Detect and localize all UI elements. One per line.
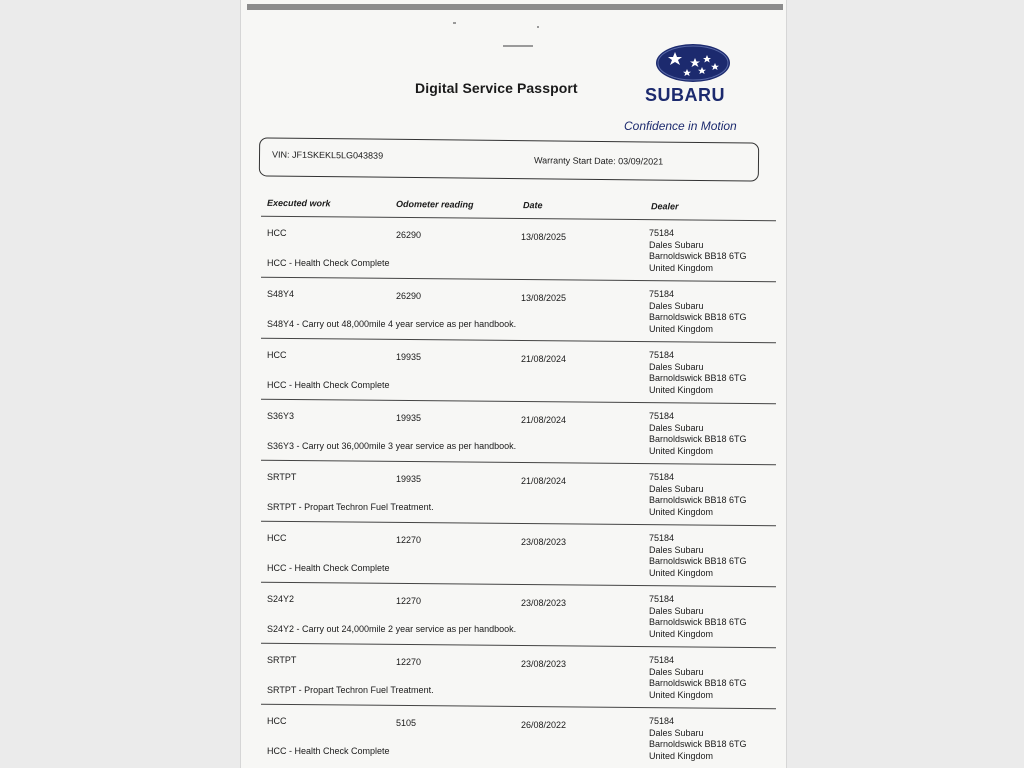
dealer-country: United Kingdom xyxy=(649,323,714,334)
service-date: 26/08/2022 xyxy=(521,720,567,730)
subaru-wordmark: SUBARU xyxy=(645,85,726,105)
dealer-info xyxy=(649,533,747,579)
work-code: SRTPT xyxy=(267,472,297,482)
dealer-id: 75184 xyxy=(649,350,675,360)
service-record-row xyxy=(241,218,786,279)
dealer-info xyxy=(649,289,747,335)
dealer-country: United Kingdom xyxy=(649,628,714,639)
work-code: S36Y3 xyxy=(267,411,295,421)
dealer-name: Dales Subaru xyxy=(649,605,704,616)
scan-speck xyxy=(453,22,456,24)
service-record-row xyxy=(241,401,786,462)
service-record-row xyxy=(241,523,786,584)
service-date: 13/08/2025 xyxy=(521,232,567,242)
dealer-id: 75184 xyxy=(649,716,675,726)
dealer-name: Dales Subaru xyxy=(649,239,704,250)
dealer-info xyxy=(649,350,747,396)
service-date: 23/08/2023 xyxy=(521,659,567,669)
dealer-name: Dales Subaru xyxy=(649,544,704,555)
dealer-info xyxy=(649,472,747,518)
service-record-row xyxy=(241,279,786,340)
work-description: S24Y2 - Carry out 24,000mile 2 year service as per handbook. xyxy=(267,624,517,634)
odometer-reading: 5105 xyxy=(396,718,417,728)
vin-text: VIN: JF1SKEKL5LG043839 xyxy=(271,149,384,161)
dealer-id: 75184 xyxy=(649,655,675,665)
scan-speck xyxy=(537,26,539,28)
dealer-address: Barnoldswick BB18 6TG xyxy=(649,556,747,566)
odometer-reading: 19935 xyxy=(396,413,422,423)
subaru-emblem-icon xyxy=(655,43,731,83)
column-header-date: Date xyxy=(522,200,543,211)
dealer-id: 75184 xyxy=(649,289,675,299)
work-description: HCC - Health Check Complete xyxy=(267,746,390,756)
brand-tagline: Confidence in Motion xyxy=(624,119,737,133)
dealer-country: United Kingdom xyxy=(649,689,714,700)
service-record-row xyxy=(241,645,786,706)
dealer-info xyxy=(649,411,747,457)
work-code: SRTPT xyxy=(267,655,297,665)
service-passport-page xyxy=(240,0,787,768)
scan-speck xyxy=(503,45,533,47)
dealer-id: 75184 xyxy=(649,411,675,421)
dealer-name: Dales Subaru xyxy=(649,727,704,738)
dealer-info xyxy=(649,716,747,762)
warranty-start-date: Warranty Start Date: 03/09/2021 xyxy=(533,155,664,167)
work-code: HCC xyxy=(267,350,287,360)
work-description: HCC - Health Check Complete xyxy=(267,258,390,268)
work-code: HCC xyxy=(267,533,287,543)
work-description: HCC - Health Check Complete xyxy=(267,380,390,390)
table-header xyxy=(241,194,786,219)
service-date: 23/08/2023 xyxy=(521,598,567,608)
dealer-address: Barnoldswick BB18 6TG xyxy=(649,312,747,322)
odometer-reading: 12270 xyxy=(396,535,422,545)
dealer-id: 75184 xyxy=(649,533,675,543)
dealer-info xyxy=(649,655,747,701)
work-description: HCC - Health Check Complete xyxy=(267,563,390,573)
work-code: HCC xyxy=(267,228,287,238)
work-description: S48Y4 - Carry out 48,000mile 4 year service as per handbook. xyxy=(267,319,517,329)
column-header-odometer: Odometer reading xyxy=(395,198,474,210)
dealer-id: 75184 xyxy=(649,472,675,482)
dealer-name: Dales Subaru xyxy=(649,300,704,311)
dealer-name: Dales Subaru xyxy=(649,361,704,372)
dealer-country: United Kingdom xyxy=(649,445,714,456)
dealer-address: Barnoldswick BB18 6TG xyxy=(649,495,747,505)
dealer-address: Barnoldswick BB18 6TG xyxy=(649,678,747,688)
odometer-reading: 26290 xyxy=(396,230,422,240)
dealer-id: 75184 xyxy=(649,228,675,238)
dealer-country: United Kingdom xyxy=(649,262,714,273)
page-title: Digital Service Passport xyxy=(415,80,578,96)
dealer-info xyxy=(649,594,747,640)
service-date: 21/08/2024 xyxy=(521,415,567,425)
column-header-dealer: Dealer xyxy=(650,201,679,212)
dealer-address: Barnoldswick BB18 6TG xyxy=(649,251,747,261)
dealer-name: Dales Subaru xyxy=(649,483,704,494)
service-record-row xyxy=(241,340,786,401)
dealer-name: Dales Subaru xyxy=(649,666,704,677)
dealer-country: United Kingdom xyxy=(649,567,714,578)
dealer-address: Barnoldswick BB18 6TG xyxy=(649,373,747,383)
service-record-row xyxy=(241,462,786,523)
odometer-reading: 19935 xyxy=(396,474,422,484)
service-date: 21/08/2024 xyxy=(521,476,567,486)
work-code: HCC xyxy=(267,716,287,726)
work-description: S36Y3 - Carry out 36,000mile 3 year service as per handbook. xyxy=(267,441,517,451)
dealer-info xyxy=(649,228,747,274)
service-date: 21/08/2024 xyxy=(521,354,567,364)
service-records xyxy=(241,218,786,767)
dealer-id: 75184 xyxy=(649,594,675,604)
service-record-row xyxy=(241,706,786,767)
odometer-reading: 19935 xyxy=(396,352,422,362)
dealer-country: United Kingdom xyxy=(649,384,714,395)
service-date: 13/08/2025 xyxy=(521,293,567,303)
work-description: SRTPT - Propart Techron Fuel Treatment. xyxy=(267,685,434,695)
work-code: S48Y4 xyxy=(267,289,295,299)
dealer-country: United Kingdom xyxy=(649,506,714,517)
odometer-reading: 26290 xyxy=(396,291,422,301)
odometer-reading: 12270 xyxy=(396,596,422,606)
work-code: S24Y2 xyxy=(267,594,295,604)
service-date: 23/08/2023 xyxy=(521,537,567,547)
column-header-work: Executed work xyxy=(266,197,331,209)
dealer-address: Barnoldswick BB18 6TG xyxy=(649,617,747,627)
work-description: SRTPT - Propart Techron Fuel Treatment. xyxy=(267,502,434,512)
dealer-address: Barnoldswick BB18 6TG xyxy=(649,739,747,749)
scan-top-edge xyxy=(247,4,783,10)
vehicle-info-box xyxy=(259,137,759,181)
dealer-name: Dales Subaru xyxy=(649,422,704,433)
odometer-reading: 12270 xyxy=(396,657,422,667)
dealer-country: United Kingdom xyxy=(649,750,714,761)
dealer-address: Barnoldswick BB18 6TG xyxy=(649,434,747,444)
service-record-row xyxy=(241,584,786,645)
